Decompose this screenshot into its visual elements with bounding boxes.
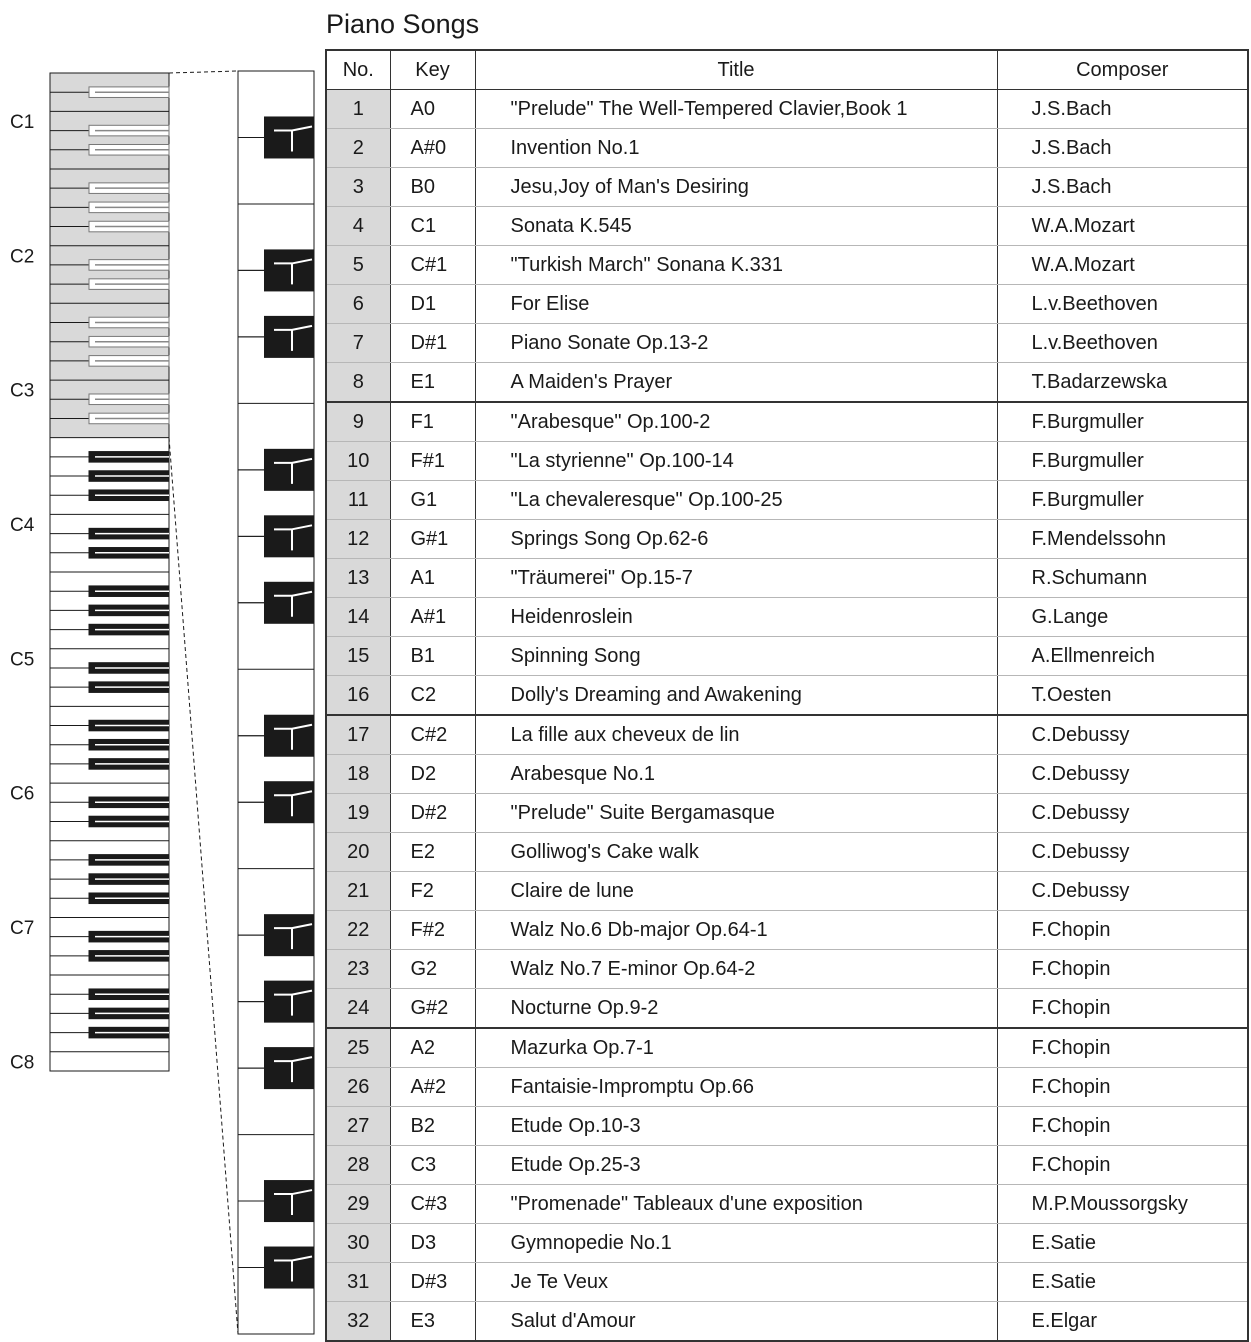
cell-key: C3 (390, 1146, 475, 1185)
cell-composer: F.Chopin (997, 989, 1248, 1029)
cell-key: F1 (390, 402, 475, 442)
cell-key: F#1 (390, 442, 475, 481)
cell-title: "Turkish March" Sonana K.331 (475, 246, 997, 285)
cell-composer: F.Chopin (997, 1107, 1248, 1146)
cell-title: "Arabesque" Op.100-2 (475, 402, 997, 442)
col-header-key: Key (390, 50, 475, 90)
table-row (326, 1146, 1248, 1185)
cell-no: 31 (326, 1263, 390, 1302)
cell-key: D#1 (390, 324, 475, 363)
table-row (326, 129, 1248, 168)
cell-key: C#1 (390, 246, 475, 285)
table-row (326, 715, 1248, 755)
cell-key: E3 (390, 1302, 475, 1342)
cell-title: Arabesque No.1 (475, 755, 997, 794)
table-row (326, 520, 1248, 559)
cell-no: 27 (326, 1107, 390, 1146)
cell-key: A#0 (390, 129, 475, 168)
cell-title: Jesu,Joy of Man's Desiring (475, 168, 997, 207)
table-row (326, 1185, 1248, 1224)
cell-composer: F.Chopin (997, 1068, 1248, 1107)
cell-composer: C.Debussy (997, 715, 1248, 755)
table-row (326, 1224, 1248, 1263)
col-header-composer: Composer (997, 50, 1248, 90)
table-row (326, 324, 1248, 363)
cell-key: C#3 (390, 1185, 475, 1224)
table-row (326, 989, 1248, 1029)
cell-title: Golliwog's Cake walk (475, 833, 997, 872)
cell-no: 3 (326, 168, 390, 207)
cell-title: Heidenroslein (475, 598, 997, 637)
table-row (326, 1107, 1248, 1146)
cell-composer: T.Oesten (997, 676, 1248, 716)
zoom-line-top (169, 71, 238, 73)
table-row (326, 1302, 1248, 1342)
cell-key: C2 (390, 676, 475, 716)
cell-title: "La chevaleresque" Op.100-25 (475, 481, 997, 520)
cell-key: A1 (390, 559, 475, 598)
cell-key: D#3 (390, 1263, 475, 1302)
table-row (326, 363, 1248, 403)
table-row (326, 246, 1248, 285)
table-row (326, 90, 1248, 129)
cell-title: Fantaisie-Impromptu Op.66 (475, 1068, 997, 1107)
song-table (325, 49, 1249, 1342)
cell-no: 7 (326, 324, 390, 363)
cell-key: B0 (390, 168, 475, 207)
octave-label: C6 (10, 783, 35, 805)
header-row (326, 50, 1248, 90)
cell-key: E2 (390, 833, 475, 872)
cell-no: 14 (326, 598, 390, 637)
cell-no: 25 (326, 1028, 390, 1068)
cell-composer: J.S.Bach (997, 129, 1248, 168)
cell-composer: C.Debussy (997, 872, 1248, 911)
cell-no: 4 (326, 207, 390, 246)
cell-key: C1 (390, 207, 475, 246)
cell-no: 1 (326, 90, 390, 129)
cell-no: 15 (326, 637, 390, 676)
cell-key: A#1 (390, 598, 475, 637)
cell-composer: R.Schumann (997, 559, 1248, 598)
cell-composer: F.Mendelssohn (997, 520, 1248, 559)
cell-no: 21 (326, 872, 390, 911)
cell-title: "Prelude" The Well-Tempered Clavier,Book 1 (475, 90, 997, 129)
cell-title: "Träumerei" Op.15-7 (475, 559, 997, 598)
cell-composer: F.Burgmuller (997, 442, 1248, 481)
octave-label: C7 (10, 918, 35, 940)
cell-title: "Prelude" Suite Bergamasque (475, 794, 997, 833)
detail-keyboard (238, 71, 314, 1334)
table-row (326, 559, 1248, 598)
cell-title: Sonata K.545 (475, 207, 997, 246)
octave-label: C5 (10, 649, 35, 671)
cell-composer: F.Chopin (997, 911, 1248, 950)
cell-key: B2 (390, 1107, 475, 1146)
cell-composer: L.v.Beethoven (997, 285, 1248, 324)
cell-composer: W.A.Mozart (997, 246, 1248, 285)
table-row (326, 637, 1248, 676)
cell-no: 24 (326, 989, 390, 1029)
cell-key: D2 (390, 755, 475, 794)
octave-label: C8 (10, 1052, 35, 1074)
cell-composer: F.Burgmuller (997, 402, 1248, 442)
cell-composer: C.Debussy (997, 833, 1248, 872)
cell-composer: E.Satie (997, 1263, 1248, 1302)
cell-composer: T.Badarzewska (997, 363, 1248, 403)
cell-composer: F.Chopin (997, 1028, 1248, 1068)
cell-title: Salut d'Amour (475, 1302, 997, 1342)
octave-label: C2 (10, 246, 35, 268)
cell-no: 29 (326, 1185, 390, 1224)
cell-composer: C.Debussy (997, 755, 1248, 794)
cell-composer: A.Ellmenreich (997, 637, 1248, 676)
cell-no: 16 (326, 676, 390, 716)
cell-title: Gymnopedie No.1 (475, 1224, 997, 1263)
cell-composer: J.S.Bach (997, 90, 1248, 129)
cell-key: D#2 (390, 794, 475, 833)
cell-composer: F.Chopin (997, 1146, 1248, 1185)
cell-no: 5 (326, 246, 390, 285)
cell-no: 10 (326, 442, 390, 481)
cell-key: G1 (390, 481, 475, 520)
table-row (326, 207, 1248, 246)
cell-key: A#2 (390, 1068, 475, 1107)
cell-key: G2 (390, 950, 475, 989)
zoom-line-bottom (169, 438, 238, 1334)
cell-title: Mazurka Op.7-1 (475, 1028, 997, 1068)
cell-no: 8 (326, 363, 390, 403)
cell-composer: E.Elgar (997, 1302, 1248, 1342)
cell-title: A Maiden's Prayer (475, 363, 997, 403)
cell-no: 26 (326, 1068, 390, 1107)
cell-key: G#1 (390, 520, 475, 559)
cell-title: Piano Sonate Op.13-2 (475, 324, 997, 363)
cell-no: 17 (326, 715, 390, 755)
col-header-title: Title (475, 50, 997, 90)
octave-label: C3 (10, 380, 35, 402)
cell-composer: W.A.Mozart (997, 207, 1248, 246)
cell-composer: C.Debussy (997, 794, 1248, 833)
cell-title: "La styrienne" Op.100-14 (475, 442, 997, 481)
table-row (326, 1068, 1248, 1107)
cell-composer: F.Burgmuller (997, 481, 1248, 520)
table-row (326, 481, 1248, 520)
cell-key: D1 (390, 285, 475, 324)
cell-no: 9 (326, 402, 390, 442)
cell-key: G#2 (390, 989, 475, 1029)
cell-no: 28 (326, 1146, 390, 1185)
cell-title: Etude Op.10-3 (475, 1107, 997, 1146)
cell-no: 12 (326, 520, 390, 559)
cell-composer: G.Lange (997, 598, 1248, 637)
cell-no: 6 (326, 285, 390, 324)
octave-label: C1 (10, 111, 35, 133)
cell-key: B1 (390, 637, 475, 676)
table-row (326, 1028, 1248, 1068)
cell-composer: F.Chopin (997, 950, 1248, 989)
cell-key: A2 (390, 1028, 475, 1068)
cell-no: 32 (326, 1302, 390, 1342)
cell-no: 20 (326, 833, 390, 872)
cell-no: 30 (326, 1224, 390, 1263)
cell-no: 2 (326, 129, 390, 168)
cell-title: Invention No.1 (475, 129, 997, 168)
octave-label: C4 (10, 515, 35, 537)
table-row (326, 755, 1248, 794)
cell-key: D3 (390, 1224, 475, 1263)
table-row (326, 442, 1248, 481)
cell-no: 18 (326, 755, 390, 794)
table-row (326, 285, 1248, 324)
cell-no: 23 (326, 950, 390, 989)
cell-title: "Promenade" Tableaux d'une exposition (475, 1185, 997, 1224)
table-row (326, 794, 1248, 833)
table-row (326, 911, 1248, 950)
cell-title: Walz No.6 Db-major Op.64-1 (475, 911, 997, 950)
cell-composer: E.Satie (997, 1224, 1248, 1263)
cell-no: 22 (326, 911, 390, 950)
page-title: Piano Songs (326, 9, 480, 39)
cell-composer: M.P.Moussorgsky (997, 1185, 1248, 1224)
cell-key: A0 (390, 90, 475, 129)
cell-title: La fille aux cheveux de lin (475, 715, 997, 755)
cell-title: Claire de lune (475, 872, 997, 911)
table-row (326, 402, 1248, 442)
cell-key: E1 (390, 363, 475, 403)
cell-title: Je Te Veux (475, 1263, 997, 1302)
cell-title: Springs Song Op.62-6 (475, 520, 997, 559)
zoom-guide-lines (169, 71, 238, 1334)
cell-key: C#2 (390, 715, 475, 755)
cell-title: Spinning Song (475, 637, 997, 676)
table-row (326, 598, 1248, 637)
cell-no: 11 (326, 481, 390, 520)
table-row (326, 872, 1248, 911)
full-keyboard (10, 73, 169, 1073)
table-row (326, 950, 1248, 989)
cell-title: For Elise (475, 285, 997, 324)
table-row (326, 1263, 1248, 1302)
cell-no: 19 (326, 794, 390, 833)
cell-title: Walz No.7 E-minor Op.64-2 (475, 950, 997, 989)
keyboard-diagram (0, 0, 325, 1340)
col-header-no: No. (326, 50, 390, 90)
cell-title: Dolly's Dreaming and Awakening (475, 676, 997, 716)
cell-no: 13 (326, 559, 390, 598)
table-row (326, 168, 1248, 207)
cell-composer: L.v.Beethoven (997, 324, 1248, 363)
cell-title: Nocturne Op.9-2 (475, 989, 997, 1029)
cell-composer: J.S.Bach (997, 168, 1248, 207)
cell-title: Etude Op.25-3 (475, 1146, 997, 1185)
cell-key: F#2 (390, 911, 475, 950)
cell-key: F2 (390, 872, 475, 911)
table-row (326, 833, 1248, 872)
table-row (326, 676, 1248, 716)
